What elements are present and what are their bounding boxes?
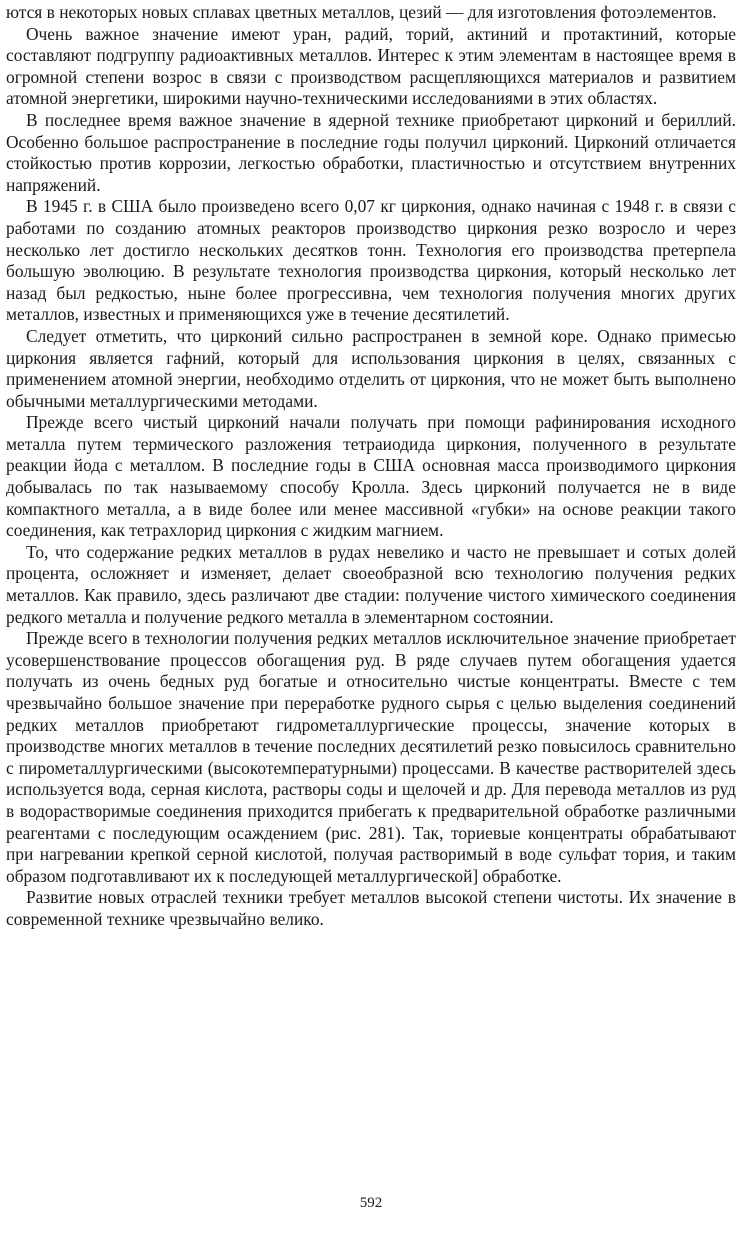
page-number: 592 bbox=[359, 1195, 383, 1211]
paragraph-ore-enrichment: Прежде всего в технологии получения редких металлов исключительное значение приобретает усовершенствование процессов обогащения руд. В ряде случаев путем обогащения удается получать из очень бедных руд богатые и относительно чистые концентраты. Вместе с тем чрезвычайно большое значение при переработке рудного сырья с целью выделения соединений редких металлов приобретают гидрометаллургические процессы, значение которых в производстве многих металлов в течение последних десятилетий резко повысилось сравнительно с пирометаллургическими (высокотемпературными) процессами. В качестве растворителей здесь используется вода, серная кислота, растворы соды и щелочей и др. Для перевода металлов из руд в водорастворимые соединения приходится прибегать к предварительной обработке различными реагентами с последующим осаждением (рис. 281). Так, ториевые концентраты обрабатывают при нагревании крепкой серной кислотой, получая растворимый в воде сульфат тория, и таким образом подготавливают их к последующей металлургической] обработке. bbox=[6, 628, 736, 886]
paragraph-purity: Развитие новых отраслей техники требует металлов высокой степени чистоты. Их значение в современной технике чрезвычайно велико. bbox=[6, 887, 736, 929]
paragraph-radioactive-metals: Очень важное значение имеют уран, радий, торий, актиний и протактиний, которые составляют подгруппу радиоактивных металлов. Интерес к этим элементам в настоящее время в огромной степени возрос в связи с производством расщепляющихся материалов и развитием атомной энергетики, широкими научно-техническими исследованиями в этих областях. bbox=[6, 23, 736, 109]
paragraph-zirconium-beryllium: В последнее время важное значение в ядерной технике приобретают цирконий и бериллий. Особенно большое распространение в последние годы получил цирконий. Цирконий отличается стойкостью против коррозии, легкостью обработки, пластичностью и отсутствием внутренних напряжений. bbox=[6, 109, 736, 195]
paragraph-zirconium-production: В 1945 г. в США было произведено всего 0,07 кг циркония, однако начиная с 1948 г. в связи с работами по созданию атомных реакторов производство циркония резко возросло и через несколько лет достигло нескольких десятков тонн. Технология его производства претерпела большую эволюцию. В результате технология производства циркония, который несколько лет назад был редкостью, ныне более прогрессивна, чем технология получения многих других металлов, известных и применяющихся уже в течение десятилетий. bbox=[6, 196, 736, 325]
paragraph-kroll-process: Прежде всего чистый цирконий начали получать при помощи рафинирования исходного металла путем термического разложения тетраиодида циркония, полученного в результате реакции йода с металлом. В последние годы в США основная масса производимого циркония добывалась по так называемому способу Кролла. Здесь цирконий получается не в виде компактного металла, а в виде более или менее массивной «губки» на основе реакции такого соединения, как тетрахлорид циркония с жидким магнием. bbox=[6, 412, 736, 541]
paragraph-hafnium: Следует отметить, что цирконий сильно распространен в земной коре. Однако примесью циркония является гафний, который для использования циркония в целях, связанных с применением атомной энергии, необходимо отделить от циркония, что не может быть выполнено обычными металлургическими методами. bbox=[6, 325, 736, 411]
book-page bbox=[6, 0, 736, 1245]
paragraph-rare-metals-content: То, что содержание редких металлов в рудах невелико и часто не превышает и сотых долей процента, осложняет и изменяет, делает своеобразной всю технологию получения редких металлов. Как правило, здесь различают две стадии: получение чистого химического соединения редкого металла и получение редкого металла в элементарном состоянии. bbox=[6, 541, 736, 627]
page-body bbox=[6, 0, 736, 931]
paragraph-continuation: ются в некоторых новых сплавах цветных металлов, цезий — для изготовления фотоэлементов. bbox=[6, 2, 717, 22]
